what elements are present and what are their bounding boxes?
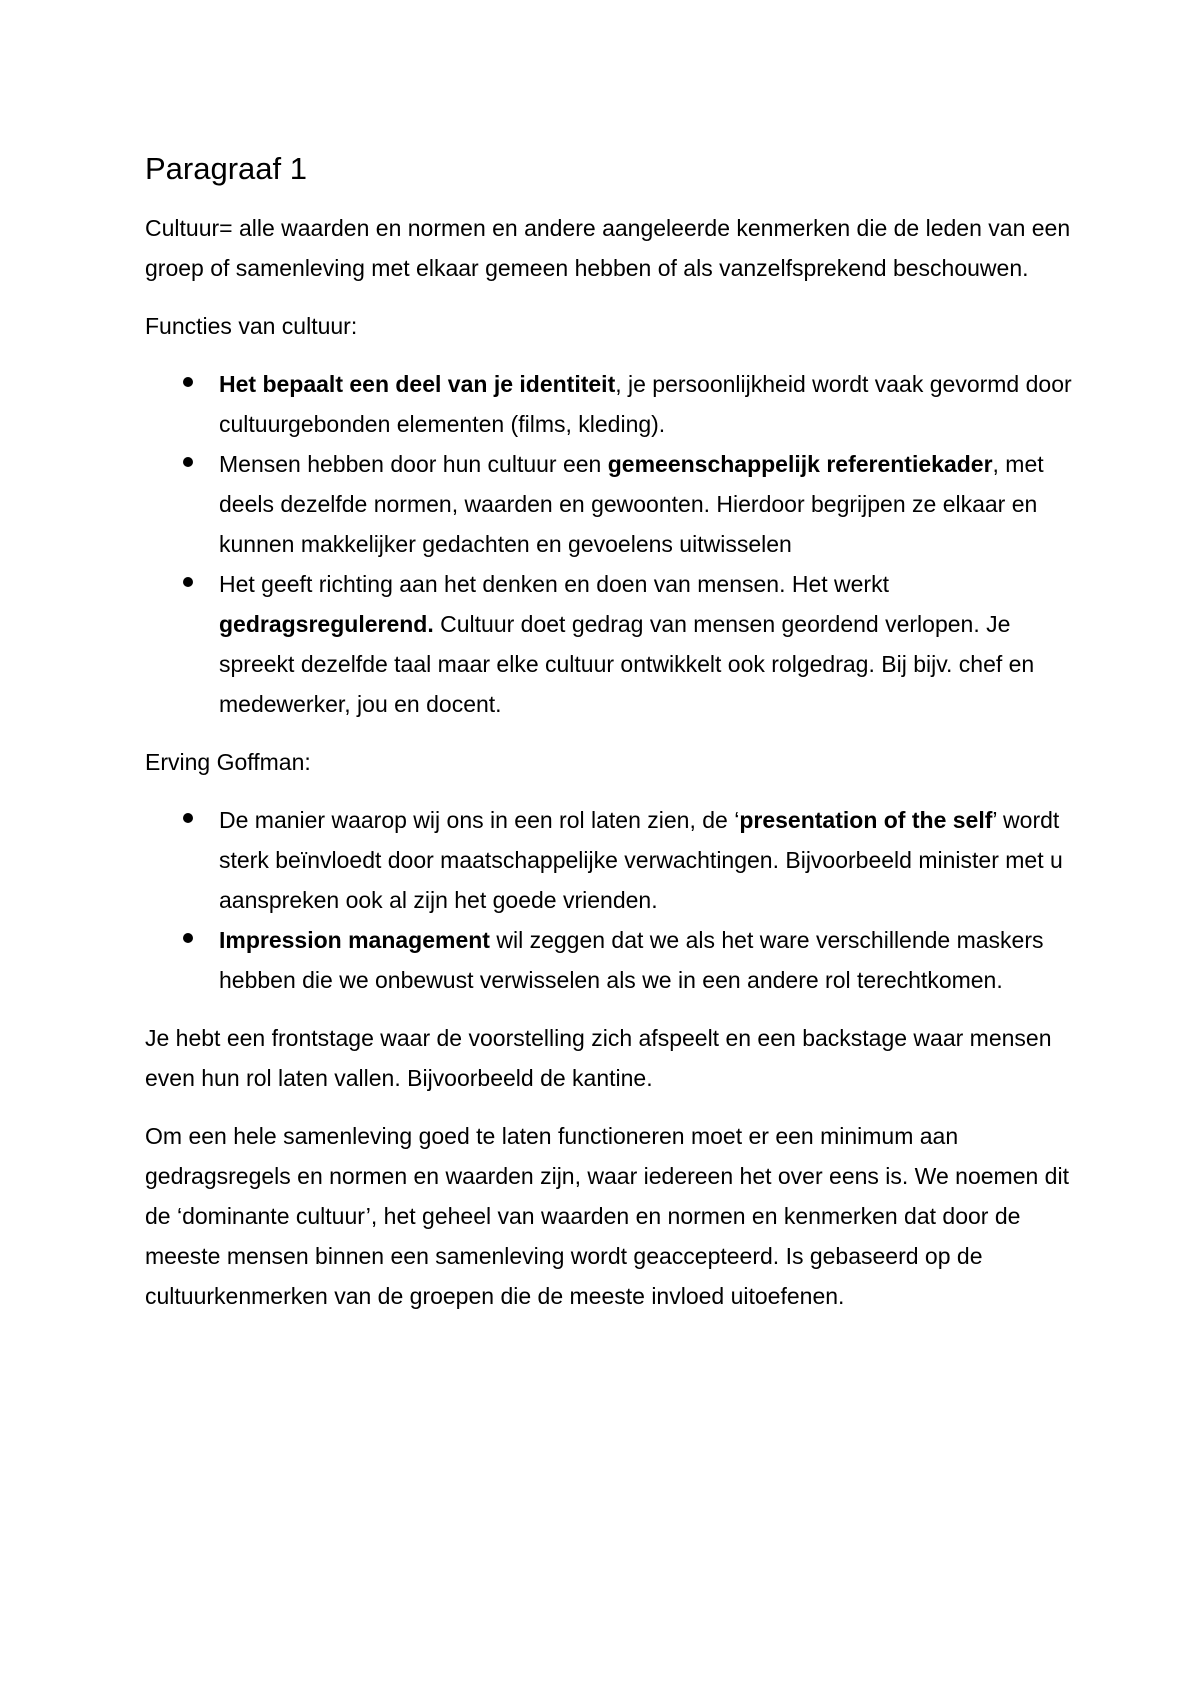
list-item: [145, 364, 1085, 444]
item-text-bold: Impression management: [219, 927, 490, 953]
bullet-icon: [183, 933, 193, 943]
functions-heading: Functies van cultuur:: [145, 313, 358, 339]
list-item: [145, 564, 1085, 724]
item-text-bold: presentation of the self: [739, 807, 993, 833]
item-text-pre: Het geeft richting aan het denken en doen van mensen. Het werkt: [219, 571, 889, 597]
document-page: [145, 150, 1085, 1334]
item-text-post: ’ wordt sterk beïnvloedt door maatschappelijke verwachtingen. Bijvoorbeeld minister met u aanspreken ook al zijn het goede vrienden.: [219, 807, 1063, 913]
bullet-icon: [183, 577, 193, 587]
item-text-post: , met deels dezelfde normen, waarden en gewoonten. Hierdoor begrijpen ze elkaar en kunnen makkelijker gedachten en gevoelens uitwisselen: [219, 451, 1044, 557]
list-item: [145, 444, 1085, 564]
list-item: [145, 800, 1085, 920]
item-text-post: Cultuur doet gedrag van mensen geordend verlopen. Je spreekt dezelfde taal maar elke cultuur ontwikkelt ook rolgedrag. Bij bijv. chef en medewerker, jou en docent.: [219, 611, 1035, 717]
item-text-bold: gedragsregulerend.: [219, 611, 434, 637]
dominant-culture-paragraph: Om een hele samenleving goed te laten functioneren moet er een minimum aan gedragsregels en normen en waarden zijn, waar iedereen het over eens is. We noemen dit de ‘dominante cultuur’, het geheel van waarden en normen en kenmerken dat door de meeste mensen binnen een samenleving wordt geaccepteerd. Is gebaseerd op de cultuurkenmerken van de groepen die de meeste invloed uitoefenen.: [145, 1123, 1069, 1309]
item-text-post: , je persoonlijkheid wordt vaak gevormd door cultuurgebonden elementen (films, kleding).: [219, 371, 1072, 437]
bullet-icon: [183, 813, 193, 823]
goffman-list: [145, 800, 1085, 1000]
item-text-post: wil zeggen dat we als het ware verschillende maskers hebben die we onbewust verwisselen als we in een andere rol terechtkomen.: [219, 927, 1044, 993]
functions-list: [145, 364, 1085, 724]
frontstage-paragraph: Je hebt een frontstage waar de voorstelling zich afspeelt en een backstage waar mensen even hun rol laten vallen. Bijvoorbeeld de kantine.: [145, 1025, 1052, 1091]
bullet-icon: [183, 457, 193, 467]
item-text-pre: De manier waarop wij ons in een rol laten zien, de ‘: [219, 807, 740, 833]
item-text-pre: Mensen hebben door hun cultuur een: [219, 451, 608, 477]
list-item: [145, 920, 1085, 1000]
page-title: Paragraaf 1: [145, 151, 307, 186]
item-text-bold: Het bepaalt een deel van je identiteit: [219, 371, 616, 397]
goffman-heading: Erving Goffman:: [145, 749, 311, 775]
item-text-bold: gemeenschappelijk referentiekader: [607, 451, 993, 477]
culture-definition: Cultuur= alle waarden en normen en andere aangeleerde kenmerken die de leden van een groep of samenleving met elkaar gemeen hebben of als vanzelfsprekend beschouwen.: [145, 215, 1071, 281]
bullet-icon: [183, 377, 193, 387]
